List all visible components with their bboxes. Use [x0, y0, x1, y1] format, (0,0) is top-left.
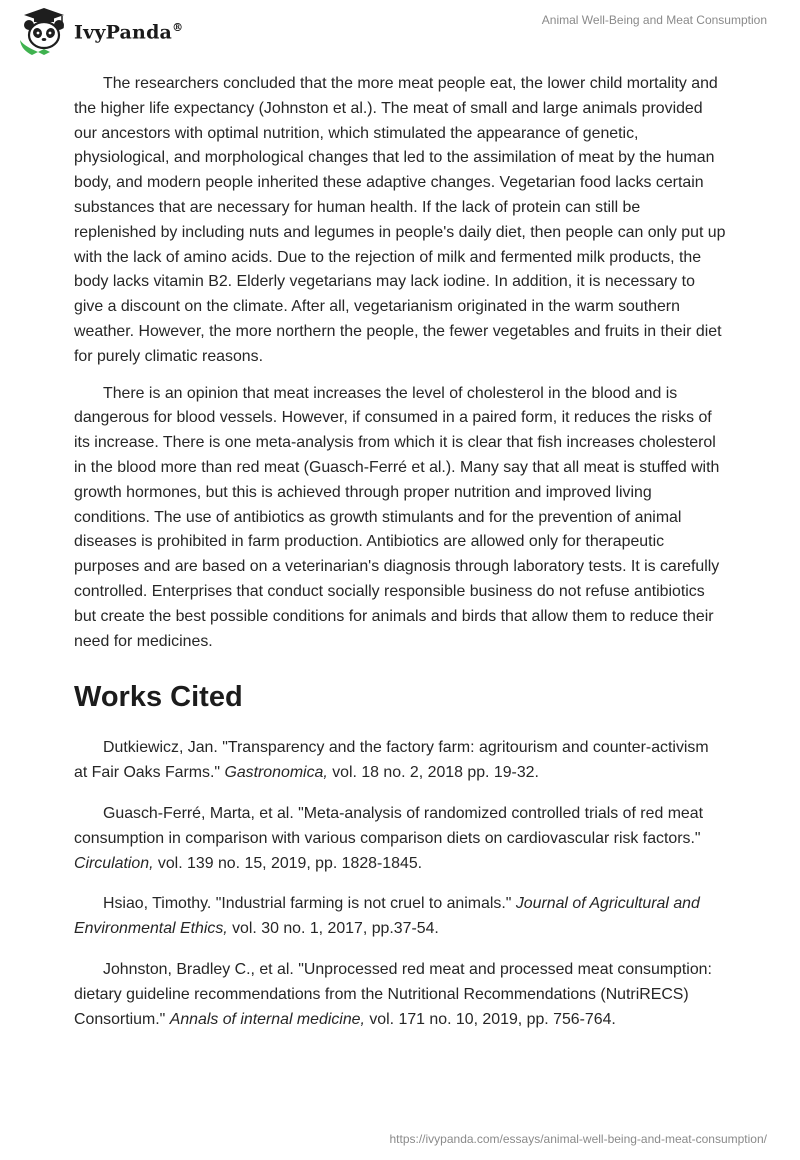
- works-cited-heading: Works Cited: [74, 681, 243, 714]
- page-header: [0, 0, 800, 56]
- panda-graduate-logo-icon: [14, 6, 72, 56]
- citation-source: Annals of internal medicine,: [169, 1010, 365, 1028]
- body-paragraph: There is an opinion that meat increases the level of cholesterol in the blood and is dangerous for blood vessels. However, if consumed in a paired form, it reduces the risks of its increase. There is one meta-analysis from which it is clear that fish increases cholesterol in the blood more than red meat (Guasch-Ferré et al.). Many say that all meat is stuffed with growth hormones, but this is achieved through proper nutrition and improved living conditions. The use of antibiotics as growth stimulants and for the prevention of animal diseases is prohibited in farm production. Antibiotics are allowed only for therapeutic purposes and are based on a veterinarian's diagnosis through laboratory tests. It is carefully controlled. Enterprises that conduct socially responsible business do not refuse antibiotics but create the best possible conditions for animals and birds that allow them to reduce their need for medicines.: [74, 384, 720, 650]
- citation-entry: Johnston, Bradley C., et al. "Unprocessed red meat and processed meat consumption: dietary guideline recommendations from the Nutritional Recommendations (NutriRECS) Consortium." Annals of internal medicine, vol. 171 no. 10, 2019, pp. 756-764.: [74, 960, 712, 1028]
- citation-source: Gastronomica,: [224, 764, 328, 782]
- citation-entry: Dutkiewicz, Jan. "Transparency and the factory farm: agritourism and counter-activism at Fair Oaks Farms." Gastronomica, vol. 18 no. 2, 2018 pp. 19-32.: [74, 739, 709, 782]
- citation-source: Circulation,: [74, 854, 154, 872]
- essay-content: [74, 72, 726, 1048]
- citation-entry: Hsiao, Timothy. "Industrial farming is not cruel to animals." Journal of Agricultural and Environmental Ethics, vol. 30 no. 1, 2017, pp.37-54.: [74, 895, 700, 938]
- citation-entry: Guasch-Ferré, Marta, et al. "Meta-analysis of randomized controlled trials of red meat consumption in comparison with various comparison diets on cardiovascular risk factors." Circulation, vol. 139 no. 15, 2019, pp. 1828-1845.: [74, 804, 704, 872]
- brand-logo[interactable]: [14, 6, 183, 56]
- citation-source: Journal of Agricultural and Environmental Ethics,: [74, 895, 700, 938]
- registered-mark: ®: [172, 20, 184, 34]
- document-title: Animal Well-Being and Meat Consumption: [541, 13, 767, 27]
- brand-name: IvyPanda®: [74, 20, 184, 44]
- body-paragraph: The researchers concluded that the more meat people eat, the lower child mortality and the higher life expectancy (Johnston et al.). The meat of small and large animals provided our ancestors with optimal nutrition, which stimulated the appearance of genetic, physiological, and morphological changes that led to the assimilation of meat by the human body, and modern people inherited these adaptive changes. Vegetarian food lacks certain substances that are necessary for human health. If the lack of protein can still be replenished by including nuts and legumes in people's daily diet, then people can only put up with the lack of amino acids. Due to the rejection of milk and fermented milk products, the body lacks vitamin B2. Elderly vegetarians may lack iodine. In addition, it is necessary to give a discount on the climate. After all, vegetarianism originated in the warm southern weather. However, the more northern the people, the fewer vegetables and fruits in their diet for purely climatic reasons.: [74, 75, 726, 365]
- source-url-link[interactable]: https://ivypanda.com/essays/animal-well-being-and-meat-consumption/: [389, 1132, 767, 1146]
